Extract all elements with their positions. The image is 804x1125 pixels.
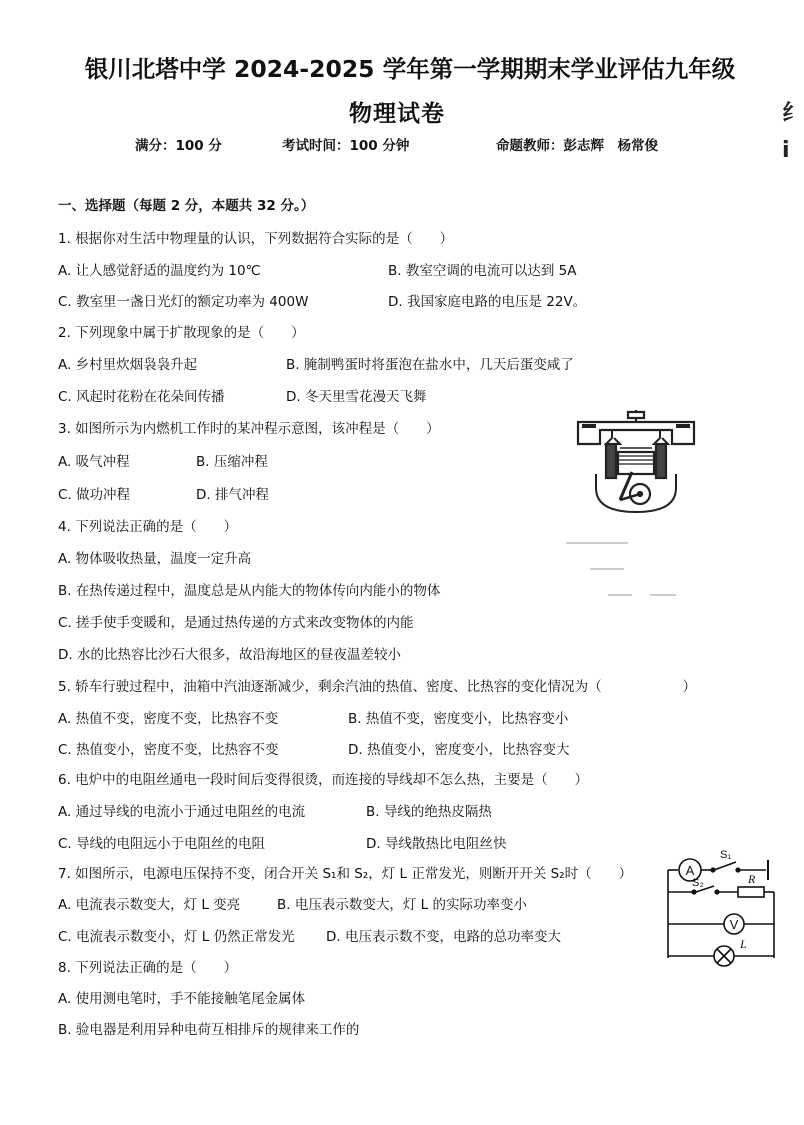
question-stem: 5. 轿车行驶过程中，油箱中汽油逐渐减少，剩余汽油的热值、密度、比热容的变化情况为（ ） bbox=[58, 679, 697, 695]
question-stem: 2. 下列现象中属于扩散现象的是（ ） bbox=[58, 325, 305, 341]
question-option: C. 热值变小，密度不变，比热容不变 bbox=[58, 742, 279, 758]
question-stem: 8. 下列说法正确的是（ ） bbox=[58, 960, 238, 976]
exam-title-line1: 银川北塔中学 2024-2025 学年第一学期期末学业评估九年级 bbox=[84, 55, 736, 83]
question-authors: 命题教师：彭志辉 杨常俊 bbox=[496, 138, 658, 154]
question-option: B. 验电器是利用异种电荷互相排斥的规律来工作的 bbox=[58, 1022, 360, 1038]
resistor-label: R bbox=[748, 872, 756, 886]
scan-artifact-lines bbox=[560, 535, 680, 605]
question-option: B. 压缩冲程 bbox=[196, 454, 268, 470]
question-option: B. 电压表示数变大，灯 L 的实际功率变小 bbox=[277, 897, 527, 913]
question-option: B. 在热传递过程中，温度总是从内能大的物体传向内能小的物体 bbox=[58, 583, 441, 599]
switch2-label: S₂ bbox=[692, 877, 704, 889]
question-option: B. 教室空调的电流可以达到 5A bbox=[388, 263, 577, 279]
question-option: C. 搓手使手变暖和，是通过热传递的方式来改变物体的内能 bbox=[58, 615, 414, 631]
ammeter-label: A bbox=[685, 863, 695, 878]
circuit-diagram bbox=[662, 848, 782, 970]
switch1-label: S₁ bbox=[720, 849, 732, 861]
question-option: A. 使用测电笔时，手不能接触笔尾金属体 bbox=[58, 991, 306, 1007]
question-option: A. 乡村里炊烟袅袅升起 bbox=[58, 357, 198, 373]
question-option: D. 冬天里雪花漫天飞舞 bbox=[286, 389, 427, 405]
question-option: C. 做功冲程 bbox=[58, 487, 131, 503]
question-option: D. 我国家庭电路的电压是 22V。 bbox=[388, 294, 587, 310]
question-stem: 7. 如图所示，电源电压保持不变，闭合开关 S₁和 S₂，灯 L 正常发光，则断开开关 S₂时（ ） bbox=[58, 866, 633, 882]
question-stem: 4. 下列说法正确的是（ ） bbox=[58, 519, 238, 535]
question-option: A. 热值不变，密度不变，比热容不变 bbox=[58, 711, 279, 727]
question-stem: 3. 如图所示为内燃机工作时的某冲程示意图，该冲程是（ ） bbox=[58, 421, 440, 437]
section-heading: 一、选择题（每题 2 分，本题共 32 分。） bbox=[58, 198, 315, 214]
question-option: D. 导线散热比电阻丝快 bbox=[366, 836, 507, 852]
question-option: A. 让人感觉舒适的温度约为 10℃ bbox=[58, 263, 261, 279]
question-stem: 1. 根据你对生活中物理量的认识，下列数据符合实际的是（ ） bbox=[58, 231, 454, 247]
exam-time: 考试时间：100 分钟 bbox=[282, 138, 410, 154]
cropped-edge-mark: i bbox=[782, 138, 790, 163]
question-option: D. 水的比热容比沙石大很多，故沿海地区的昼夜温差较小 bbox=[58, 647, 401, 663]
question-option: C. 风起时花粉在花朵间传播 bbox=[58, 389, 225, 405]
question-option: A. 物体吸收热量，温度一定升高 bbox=[58, 551, 252, 567]
question-option: A. 吸气冲程 bbox=[58, 454, 130, 470]
question-option: D. 排气冲程 bbox=[196, 487, 269, 503]
question-option: D. 热值变小，密度变小，比热容变大 bbox=[348, 742, 570, 758]
engine-stroke-figure bbox=[572, 408, 700, 516]
full-score: 满分：100 分 bbox=[135, 138, 222, 154]
question-option: C. 导线的电阻远小于电阻丝的电阻 bbox=[58, 836, 266, 852]
question-stem: 6. 电炉中的电阻丝通电一段时间后变得很烫，而连接的导线却不怎么热，主要是（ ） bbox=[58, 772, 589, 788]
lamp-label: L bbox=[740, 937, 747, 951]
question-option: B. 热值不变，密度变小，比热容变小 bbox=[348, 711, 569, 727]
voltmeter-label: V bbox=[729, 917, 739, 932]
cropped-edge-mark: 纟 bbox=[782, 101, 804, 126]
question-option: C. 电流表示数变小，灯 L 仍然正常发光 bbox=[58, 929, 295, 945]
question-option: A. 通过导线的电流小于通过电阻丝的电流 bbox=[58, 804, 306, 820]
question-option: B. 导线的绝热皮隔热 bbox=[366, 804, 492, 820]
exam-title-line2: 物理试卷 bbox=[349, 101, 445, 127]
question-option: B. 腌制鸭蛋时将蛋泡在盐水中，几天后蛋变咸了 bbox=[286, 357, 574, 373]
question-option: C. 教室里一盏日光灯的额定功率为 400W bbox=[58, 294, 309, 310]
question-option: D. 电压表示数不变，电路的总功率变大 bbox=[326, 929, 561, 945]
question-option: A. 电流表示数变大，灯 L 变亮 bbox=[58, 897, 241, 913]
